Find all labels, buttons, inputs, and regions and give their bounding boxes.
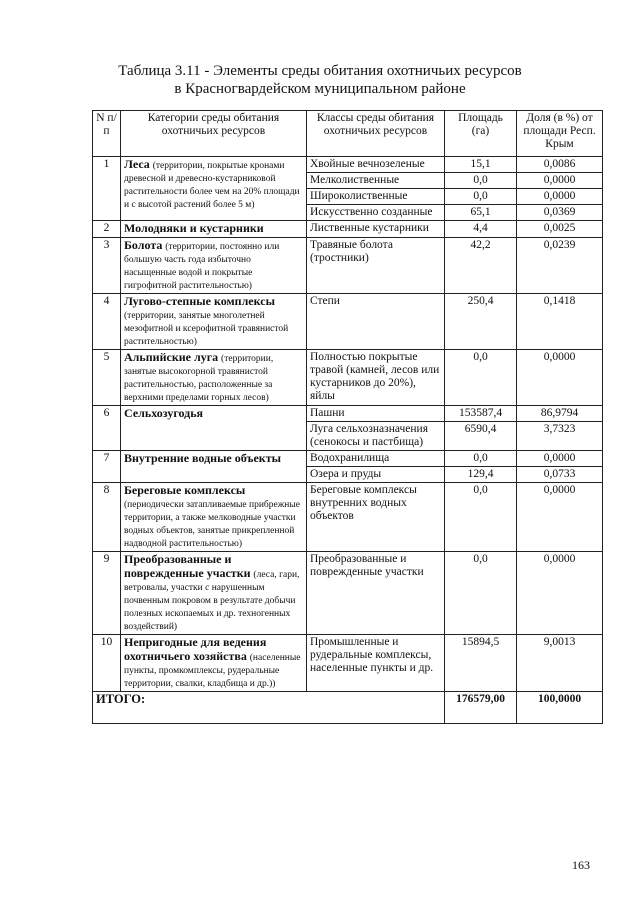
row-number: 6: [93, 406, 121, 451]
table-row: [93, 483, 603, 552]
header-class: Классы среды обитания охотничьих ресурсов: [307, 111, 445, 157]
area-value: 0,0: [445, 189, 517, 205]
table-row: [93, 238, 603, 294]
area-value: 0,0: [445, 350, 517, 406]
share-value: 0,0733: [517, 467, 603, 483]
habitat-class: Преобразованные и поврежденные участки: [307, 552, 445, 635]
area-value: 0,0: [445, 451, 517, 467]
header-area: Площадь (га): [445, 111, 517, 157]
share-value: 0,0000: [517, 189, 603, 205]
share-value: 0,0000: [517, 483, 603, 552]
row-number: 9: [93, 552, 121, 635]
share-value: 0,0000: [517, 350, 603, 406]
total-label: ИТОГО:: [93, 692, 445, 724]
total-row: [93, 692, 603, 724]
row-number: 5: [93, 350, 121, 406]
area-value: 15,1: [445, 157, 517, 173]
category-name: Непригодные для ведения охотничьего хозяйства: [124, 635, 267, 663]
table-row: [93, 157, 603, 173]
header-row: [93, 111, 603, 157]
table-row: [93, 406, 603, 422]
category-description: (территории, занятые многолетней мезофитной и ксерофитной травянистой растительностью): [124, 311, 289, 347]
area-value: 6590,4: [445, 422, 517, 451]
row-number: 8: [93, 483, 121, 552]
category-name: Внутренние водные объекты: [124, 451, 281, 465]
area-value: 153587,4: [445, 406, 517, 422]
category-name: Молодняки и кустарники: [124, 221, 264, 235]
area-value: 42,2: [445, 238, 517, 294]
category-cell: [121, 451, 307, 483]
row-number: 10: [93, 635, 121, 692]
share-value: 0,0239: [517, 238, 603, 294]
category-cell: [121, 157, 307, 221]
title-line-2: в Красногвардейском муниципальном районе: [174, 81, 466, 97]
category-description: (территории, постоянно или большую часть года избыточно насыщенные водой и покрытые гигрофитной растительностью): [124, 242, 280, 291]
header-n: N п/п: [93, 111, 121, 157]
category-cell: [121, 635, 307, 692]
area-value: 15894,5: [445, 635, 517, 692]
category-description: (территории, покрытые кронами древесной и древесно-кустарниковой растительности более чем на 20% площади и с высотой растений более 5 м): [124, 161, 300, 210]
title-line-1: Таблица 3.11 - Элементы среды обитания охотничьих ресурсов: [118, 63, 522, 79]
area-value: 0,0: [445, 552, 517, 635]
share-value: 3,7323: [517, 422, 603, 451]
area-value: 4,4: [445, 221, 517, 238]
habitat-class: Широколиственные: [307, 189, 445, 205]
habitat-class: Лиственные кустарники: [307, 221, 445, 238]
habitat-class: Искусственно созданные: [307, 205, 445, 221]
category-cell: [121, 294, 307, 350]
row-number: 4: [93, 294, 121, 350]
share-value: 9,0013: [517, 635, 603, 692]
share-value: 0,0086: [517, 157, 603, 173]
category-name: Альпийские луга: [124, 350, 219, 364]
header-share: Доля (в %) от площади Респ. Крым: [517, 111, 603, 157]
share-value: 0,0000: [517, 552, 603, 635]
row-number: 3: [93, 238, 121, 294]
category-cell: [121, 238, 307, 294]
share-value: 0,0000: [517, 451, 603, 467]
habitat-class: Травяные болота (тростники): [307, 238, 445, 294]
row-number: 1: [93, 157, 121, 221]
area-value: 0,0: [445, 483, 517, 552]
area-value: 65,1: [445, 205, 517, 221]
category-cell: [121, 221, 307, 238]
category-cell: [121, 406, 307, 451]
category-cell: [121, 350, 307, 406]
area-value: 129,4: [445, 467, 517, 483]
habitat-class: Озера и пруды: [307, 467, 445, 483]
category-description: (территории, занятые высокогорной травянистой растительностью, расположенные за верхними пределами горных лесов): [124, 354, 274, 403]
total-share: 100,0000: [517, 692, 603, 724]
row-number: 7: [93, 451, 121, 483]
habitat-table: [92, 110, 603, 724]
category-description: (леса, гари, ветровалы, участки с нарушенным почвенным покровом в результате добычи полезных ископаемых и др. техногенных воздействий): [124, 570, 300, 632]
category-description: (населенные пункты, промкомплексы, рудеральные территории, свалки, кладбища и др.)): [124, 653, 301, 689]
row-number: 2: [93, 221, 121, 238]
habitat-class: Промышленные и рудеральные комплексы, населенные пункты и др.: [307, 635, 445, 692]
table-title: [0, 62, 640, 98]
table-row: [93, 635, 603, 692]
habitat-class: Мелколиственные: [307, 173, 445, 189]
table-row: [93, 552, 603, 635]
area-value: 250,4: [445, 294, 517, 350]
category-name: Сельхозугодья: [124, 406, 204, 420]
total-area: 176579,00: [445, 692, 517, 724]
share-value: 86,9794: [517, 406, 603, 422]
table-row: [93, 350, 603, 406]
table-row: [93, 221, 603, 238]
share-value: 0,0369: [517, 205, 603, 221]
share-value: 0,1418: [517, 294, 603, 350]
table-row: [93, 294, 603, 350]
category-name: Леса: [124, 157, 150, 171]
habitat-class: Хвойные вечнозеленые: [307, 157, 445, 173]
category-name: Преобразованные и поврежденные участки: [124, 552, 251, 580]
page-number: 163: [572, 858, 590, 872]
category-description: (периодически затапливаемые прибрежные территории, а также мелководные участки водных объектов, занятые прикрепленной надводной растительностью): [124, 500, 300, 549]
table-row: [93, 451, 603, 467]
habitat-class: Луга сельхозназначения (сенокосы и пастбища): [307, 422, 445, 451]
category-name: Болота: [124, 238, 163, 252]
habitat-class: Береговые комплексы внутренних водных объектов: [307, 483, 445, 552]
habitat-class: Полностью покрытые травой (камней, лесов или кустарников до 20%), яйлы: [307, 350, 445, 406]
area-value: 0,0: [445, 173, 517, 189]
category-name: Лугово-степные комплексы: [124, 294, 275, 308]
category-cell: [121, 483, 307, 552]
habitat-class: Пашни: [307, 406, 445, 422]
share-value: 0,0000: [517, 173, 603, 189]
header-category: Категории среды обитания охотничьих ресурсов: [121, 111, 307, 157]
category-name: Береговые комплексы: [124, 483, 246, 497]
share-value: 0,0025: [517, 221, 603, 238]
habitat-class: Водохранилища: [307, 451, 445, 467]
habitat-class: Степи: [307, 294, 445, 350]
category-cell: [121, 552, 307, 635]
